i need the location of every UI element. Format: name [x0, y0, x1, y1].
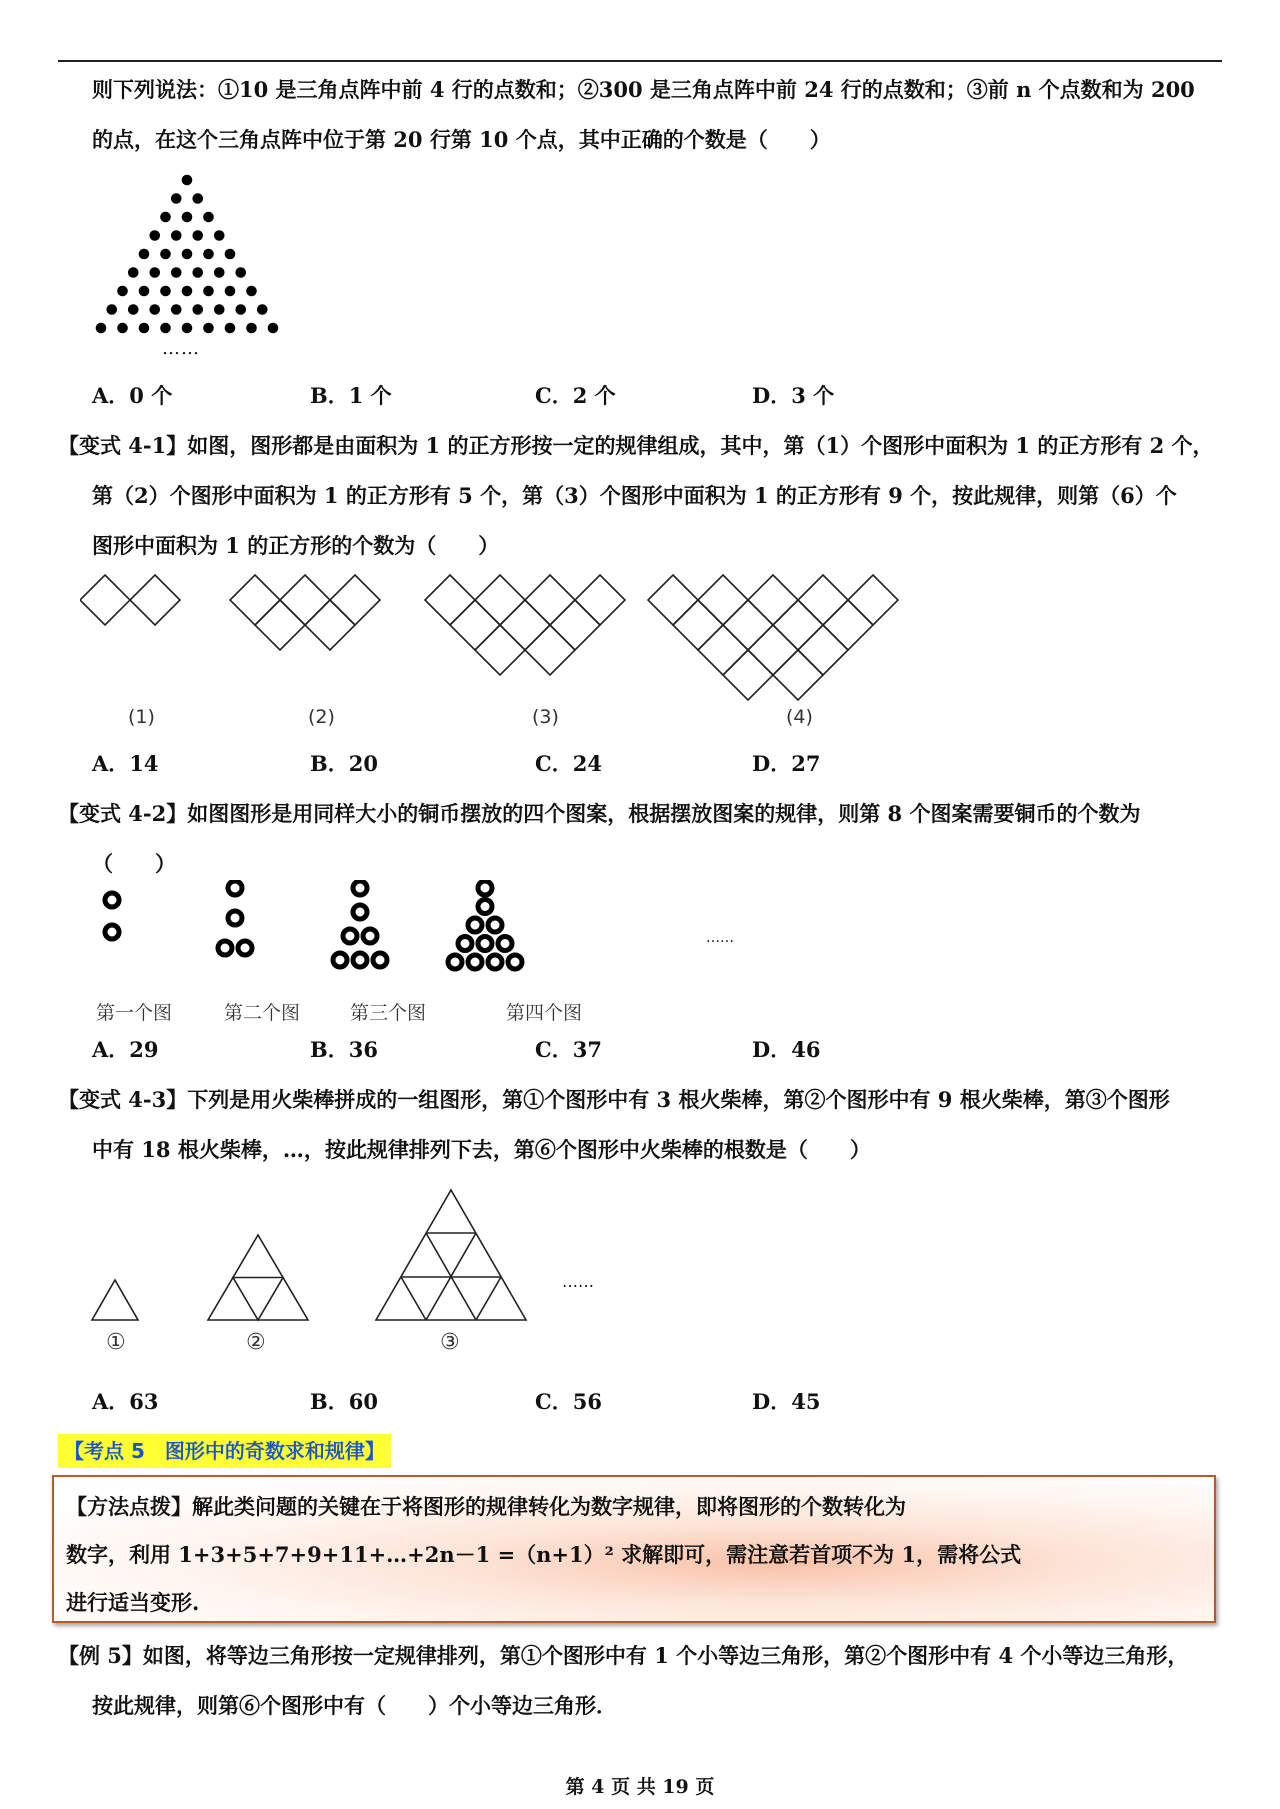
- q4-line-1: 则下列说法：①10 是三角点阵中前 4 行的点数和；②300 是三角点阵中前 24 行的点数和；③前 n 个点数和为 200: [92, 77, 1195, 102]
- v42-option-d[interactable]: D．46: [752, 1037, 821, 1062]
- dot: [171, 267, 182, 278]
- unit-square: [500, 600, 550, 650]
- v42-line-1: 【变式 4-2】如图图形是用同样大小的铜币摆放的四个图案，根据摆放图案的规律，则第 8 个图案需要铜币的个数为: [58, 801, 1141, 826]
- v42-label-4: 第四个图: [506, 1002, 583, 1024]
- unit-square: [475, 575, 525, 625]
- coin: [448, 955, 462, 969]
- dot: [214, 230, 225, 241]
- coin: [488, 918, 502, 932]
- coin-pattern-figure: [100, 880, 660, 1000]
- dot: [257, 304, 268, 315]
- coin: [105, 925, 119, 939]
- v41-option-d[interactable]: D．27: [752, 751, 821, 776]
- unit-square: [748, 575, 798, 625]
- v42-ellipsis: ……: [706, 930, 734, 946]
- dot: [128, 267, 139, 278]
- dot: [139, 323, 150, 334]
- q4-ellipsis: ……: [162, 338, 200, 359]
- coin: [105, 893, 119, 907]
- unit-square: [130, 575, 180, 625]
- unit-square: [80, 575, 130, 625]
- unit-square: [550, 600, 600, 650]
- dot: [268, 323, 279, 334]
- unit-square: [305, 600, 355, 650]
- v43-line-1: 【变式 4-3】下列是用火柴棒拼成的一组图形，第①个图形中有 3 根火柴棒，第②个图形中有 9 根火柴棒，第③个图形: [58, 1087, 1170, 1112]
- v43-option-b[interactable]: B．60: [310, 1389, 378, 1414]
- dot: [246, 323, 257, 334]
- dot: [192, 230, 203, 241]
- v43-label-3: ③: [440, 1330, 460, 1355]
- dot: [128, 304, 139, 315]
- coin: [458, 937, 472, 951]
- coin: [478, 900, 492, 914]
- coin: [228, 881, 242, 895]
- dot: [160, 249, 171, 260]
- dot: [117, 286, 128, 297]
- coin: [468, 918, 482, 932]
- dot: [96, 323, 107, 334]
- coin: [333, 953, 347, 967]
- dot: [160, 286, 171, 297]
- dot: [171, 193, 182, 204]
- dot: [182, 286, 193, 297]
- q4-option-d[interactable]: D．3 个: [752, 383, 835, 408]
- dot: [235, 304, 246, 315]
- unit-square: [773, 600, 823, 650]
- coin: [468, 955, 482, 969]
- q4-option-b[interactable]: B．1 个: [310, 383, 392, 408]
- unit-square: [673, 600, 723, 650]
- v41-option-c[interactable]: C．24: [535, 751, 602, 776]
- v42-line-2: （ ）: [92, 851, 176, 876]
- dot: [246, 286, 257, 297]
- v43-option-a[interactable]: A．63: [92, 1389, 159, 1414]
- v42-label-2: 第二个图: [224, 1002, 301, 1024]
- unit-square: [280, 575, 330, 625]
- dot: [182, 249, 193, 260]
- v42-option-c[interactable]: C．37: [535, 1037, 602, 1062]
- v41-label-1: (1): [128, 706, 155, 728]
- v41-line-3: 图形中面积为 1 的正方形的个数为（ ）: [92, 533, 500, 558]
- unit-square: [798, 575, 848, 625]
- ex5-line-1: 【例 5】如图，将等边三角形按一定规律排列，第①个图形中有 1 个小等边三角形，第②个图形中有 4 个小等边三角形，: [58, 1643, 1189, 1668]
- ex5-line-2: 按此规律，则第⑥个图形中有（ ）个小等边三角形．: [92, 1693, 617, 1718]
- dot: [225, 286, 236, 297]
- unit-square: [748, 625, 798, 675]
- dot: [192, 304, 203, 315]
- dot: [192, 193, 203, 204]
- dot: [182, 175, 193, 186]
- dot: [117, 323, 128, 334]
- dot: [203, 212, 214, 223]
- coin: [353, 881, 367, 895]
- unit-square: [698, 575, 748, 625]
- dot: [203, 286, 214, 297]
- dot: [149, 230, 160, 241]
- tip-line-3: 进行适当变形.: [66, 1590, 200, 1615]
- v43-option-d[interactable]: D．45: [752, 1389, 821, 1414]
- unit-square: [450, 600, 500, 650]
- dot: [235, 267, 246, 278]
- dot: [203, 249, 214, 260]
- method-tip-box: [52, 1475, 1216, 1623]
- unit-square: [525, 625, 575, 675]
- dot: [192, 267, 203, 278]
- page-footer: 第 4 页 共 19 页: [565, 1776, 715, 1798]
- dot: [149, 304, 160, 315]
- v43-label-1: ①: [106, 1330, 126, 1355]
- v41-label-2: (2): [308, 706, 335, 728]
- coin: [498, 937, 512, 951]
- v41-option-a[interactable]: A．14: [92, 751, 159, 776]
- v41-line-2: 第（2）个图形中面积为 1 的正方形有 5 个，第（3）个图形中面积为 1 的正方形有 9 个，按此规律，则第（6）个: [92, 483, 1177, 508]
- q4-option-c[interactable]: C．2 个: [535, 383, 616, 408]
- coin: [353, 905, 367, 919]
- unit-square: [698, 625, 748, 675]
- v42-label-3: 第三个图: [350, 1002, 427, 1024]
- dot: [160, 212, 171, 223]
- coin: [373, 953, 387, 967]
- v41-label-3: (3): [532, 706, 559, 728]
- coin: [353, 953, 367, 967]
- unit-square: [648, 575, 698, 625]
- dot: [171, 230, 182, 241]
- dot: [203, 323, 214, 334]
- dot: [171, 304, 182, 315]
- tip-line-1: 【方法点拨】解此类问题的关键在于将图形的规律转化为数字规律，即将图形的个数转化为: [66, 1494, 906, 1519]
- v41-label-4: (4): [786, 706, 813, 728]
- coin: [478, 937, 492, 951]
- v42-label-1: 第一个图: [96, 1002, 173, 1024]
- unit-square: [425, 575, 475, 625]
- v41-line-1: 【变式 4-1】如图，图形都是由面积为 1 的正方形按一定的规律组成，其中，第（1）个图形中面积为 1 的正方形有 2 个，: [58, 433, 1214, 458]
- coin: [488, 955, 502, 969]
- unit-square: [575, 575, 625, 625]
- coin: [478, 881, 492, 895]
- dot: [214, 267, 225, 278]
- top-rule: [58, 60, 1222, 62]
- dot: [214, 304, 225, 315]
- coin: [343, 929, 357, 943]
- unit-square: [230, 575, 280, 625]
- matchstick-triangles-figure: [80, 1180, 540, 1340]
- unit-square: [475, 625, 525, 675]
- q4-option-a[interactable]: A．0 个: [92, 383, 173, 408]
- unit-square: [723, 650, 773, 700]
- coin: [363, 929, 377, 943]
- section-title: 【考点 5 图形中的奇数求和规律】: [58, 1434, 391, 1468]
- dot: [182, 212, 193, 223]
- dot: [139, 249, 150, 260]
- unit-square: [723, 600, 773, 650]
- v43-ellipsis: ……: [562, 1272, 594, 1291]
- v43-label-2: ②: [246, 1330, 266, 1355]
- v42-option-b[interactable]: B．36: [310, 1037, 378, 1062]
- v42-option-a[interactable]: A．29: [92, 1037, 159, 1062]
- unit-square: [798, 625, 848, 675]
- dot: [149, 267, 160, 278]
- dot: [182, 323, 193, 334]
- dot: [225, 249, 236, 260]
- unit-square: [848, 575, 898, 625]
- unit-square: [525, 575, 575, 625]
- dot: [160, 323, 171, 334]
- unit-square: [330, 575, 380, 625]
- diamond-squares-figure: [80, 570, 960, 710]
- coin: [508, 955, 522, 969]
- dot: [225, 323, 236, 334]
- unit-square: [255, 600, 305, 650]
- coin: [238, 941, 252, 955]
- tip-line-2: 数字，利用 1+3+5+7+9+11+…+2n－1 =（n+1）² 求解即可，需注意若首项不为 1，需将公式: [66, 1542, 1022, 1567]
- coin: [218, 941, 232, 955]
- dot: [106, 304, 117, 315]
- triangle-dot-array-figure: [80, 168, 310, 338]
- unit-square: [823, 600, 873, 650]
- q4-line-2: 的点，在这个三角点阵中位于第 20 行第 10 个点，其中正确的个数是（ ）: [92, 127, 831, 152]
- dot: [139, 286, 150, 297]
- v43-option-c[interactable]: C．56: [535, 1389, 602, 1414]
- v41-option-b[interactable]: B．20: [310, 751, 378, 776]
- v43-line-2: 中有 18 根火柴棒，…，按此规律排列下去，第⑥个图形中火柴棒的根数是（ ）: [92, 1137, 871, 1162]
- unit-square: [773, 650, 823, 700]
- coin: [228, 911, 242, 925]
